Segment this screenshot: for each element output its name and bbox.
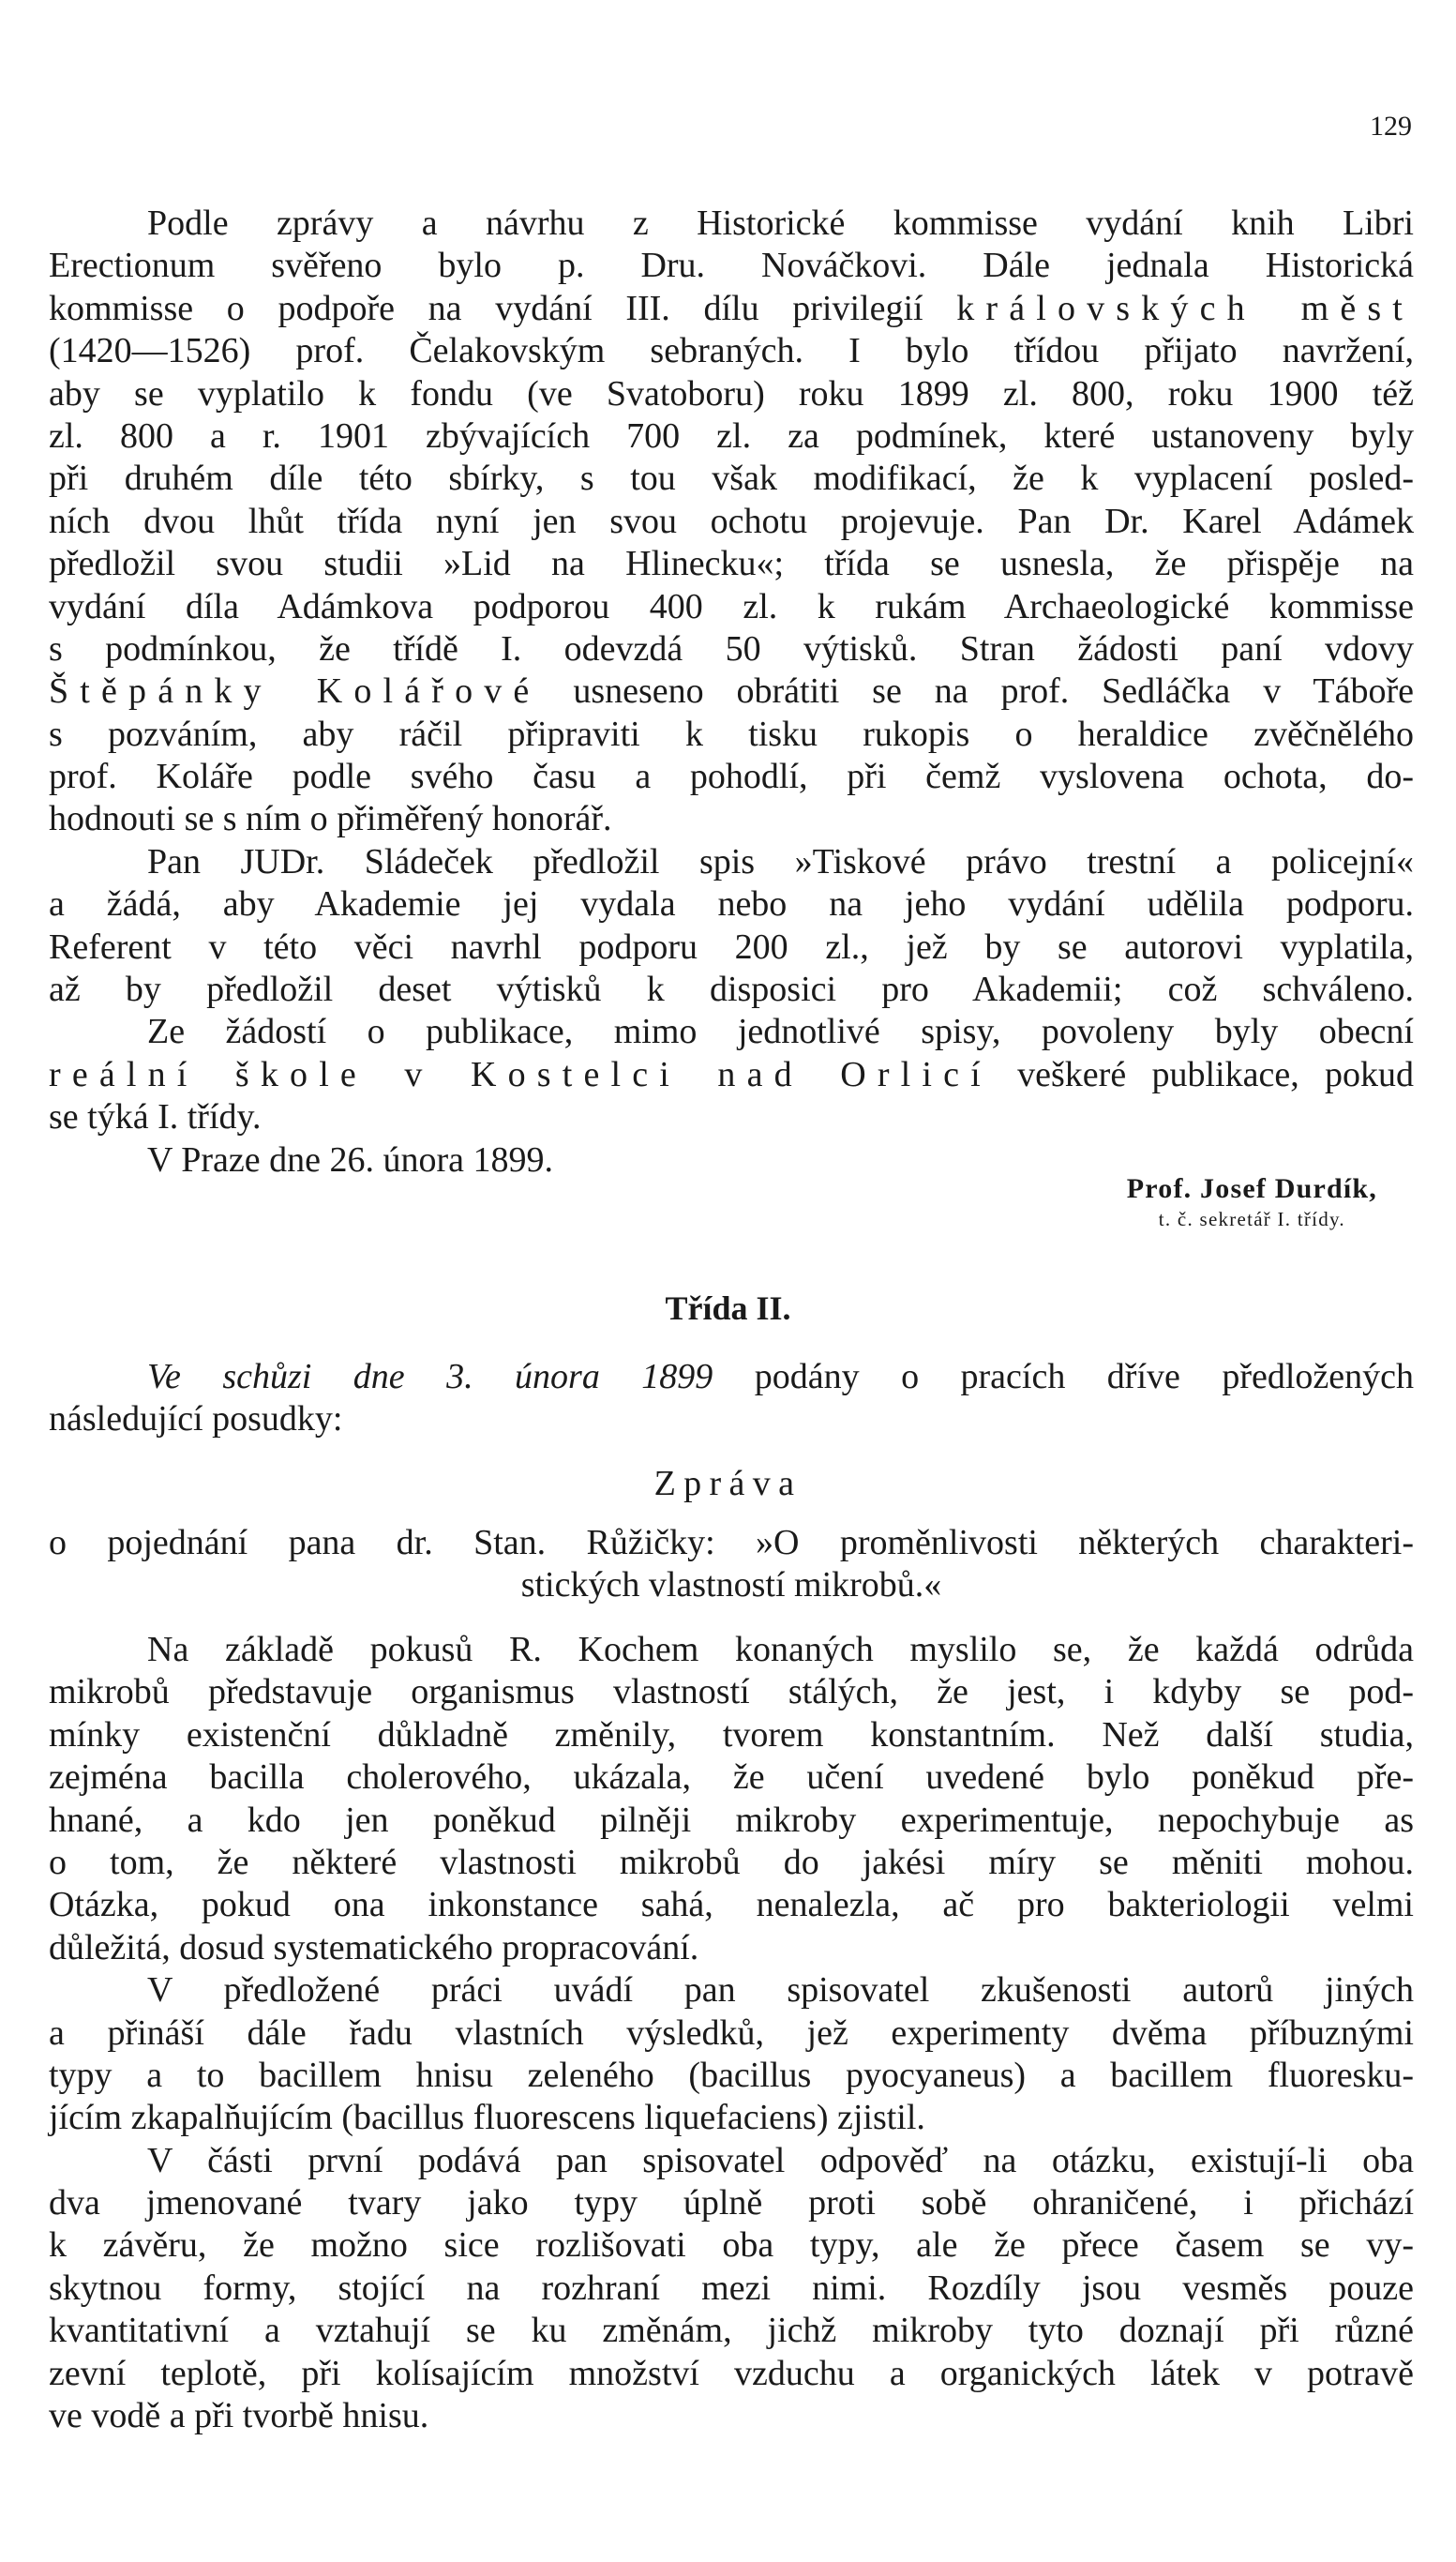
intro-italic: Ve schůzi dne 3. února 1899 (147, 1357, 713, 1396)
text-line (49, 1356, 1414, 1398)
text-line: předložil svou studii »Lid na Hlinecku«; třída se usnesla, že přispěje na (49, 544, 1414, 584)
spaced-text-kralovskych-mest: královských měst (956, 288, 1415, 328)
text-line: k závěru, že možno sice rozlišovati oba typy, ale že přece časem se vy- (49, 2225, 1414, 2266)
text-line: o tom, že některé vlastnosti mikrobů do jakési míry se měniti mohou. (49, 1842, 1414, 1882)
text-line: ních dvou lhůt třída nyní jen svou ochotu projevuje. Pan Dr. Karel Adámek (49, 501, 1414, 541)
text-line: stických vlastností mikrobů.« (520, 1565, 942, 1605)
text-line: prof. Koláře podle svého času a pohodlí, při čemž vyslovena ochota, do- (49, 757, 1414, 797)
text-line: hodnouti se s ním o přiměřený honorář. (49, 799, 612, 839)
text-line: typy a to bacillem hnisu zeleného (bacillus pyocyaneus) a bacillem fluoresku- (49, 2055, 1414, 2095)
page-number: 129 (1370, 111, 1412, 142)
text-line: a přináší dále řadu vlastních výsledků, jež experimenty dvěma příbuznými (49, 2012, 1414, 2053)
text-line: jícím zkapalňujícím (bacillus fluorescens liquefaciens) zjistil. (49, 2098, 925, 2138)
text-line: Ze žádostí o publikace, mimo jednotlivé spisy, povoleny byly obecní (147, 1012, 1414, 1052)
text-fragment: podány o pracích dříve předložených (754, 1357, 1414, 1396)
text-line (49, 1054, 1414, 1096)
section-heading: Třída II. (665, 1289, 791, 1327)
signature-name: Prof. Josef Durdík, (1126, 1173, 1377, 1204)
text-line: dva jmenované tvary jako typy úplně proti sobě ohraničené, i přichází (49, 2183, 1414, 2223)
text-line: skytnou formy, stojící na rozhraní mezi nimi. Rozdíly jsou vesměs pouze (49, 2268, 1414, 2308)
text-line: s pozváním, aby ráčil připraviti k tisku rukopis o heraldice zvěčnělého (49, 714, 1414, 754)
text-line: V předložené práci uvádí pan spisovatel zkušenosti autorů jiných (147, 1970, 1414, 2011)
text-line: při druhém díle této sbírky, s tou však modifikací, že k vyplacení posled- (49, 459, 1414, 499)
text-line: (1420—1526) prof. Čelakovským sebraných. I bylo třídou přijato navržení, (49, 331, 1414, 371)
text-line: ve vodě a při tvorbě hnisu. (49, 2396, 429, 2436)
report-body (49, 1629, 1414, 2437)
signature-block (1127, 1170, 1377, 1230)
text-fragment: veškeré publikace, pokud (1017, 1054, 1415, 1094)
signature-title: t. č. sekretář I. třídy. (1158, 1208, 1345, 1230)
text-line: Na základě pokusů R. Kochem konaných myslilo se, že každá odrůda (147, 1630, 1414, 1669)
text-line: s podmínkou, že třídě I. odevzdá 50 výtisků. Stran žádosti paní vdovy (49, 628, 1414, 669)
text-line: mikrobů představuje organismus vlastností stálých, že jest, i kdyby se pod- (49, 1672, 1414, 1712)
text-line: Erectionum svěřeno bylo p. Dru. Nováčkovi. Dále jednala Historická (49, 246, 1414, 286)
text-line: hnané, a kdo jen poněkud pilněji mikroby experimentuje, nepochybuje as (49, 1800, 1414, 1840)
text-line: V části první podává pan spisovatel odpověď na otázku, existují-li oba (147, 2140, 1414, 2180)
text-fragment: usneseno obrátiti se na prof. Sedláčka v Táboře (573, 671, 1414, 712)
section-2-intro (49, 1356, 1414, 1441)
text-line: důležitá, dosud systematického propracování. (49, 1927, 699, 1967)
text-line: zl. 800 a r. 1901 zbývajících 700 zl. za podmínek, které ustanoveny byly (49, 415, 1414, 456)
spaced-text-realni-skole: reální škole v Kostelci nad Orlicí (49, 1054, 992, 1094)
text-line: o pojednání pana dr. Stan. Růžičky: »O proměnlivosti některých charakteri- (49, 1523, 1414, 1562)
report-subject (49, 1522, 1414, 1607)
text-line (49, 288, 1414, 330)
text-line: kvantitativní a vztahují se ku změnám, jichž mikroby tyto doznají při různé (49, 2311, 1414, 2351)
text-line: zejména bacilla cholerového, ukázala, že učení uvedené bylo poněkud pře- (49, 1757, 1414, 1798)
text-line: následující posudky: (49, 1399, 343, 1439)
spaced-text-stepanky-kolarove: Štěpánky Kolářové (49, 671, 541, 712)
text-line: Pan JUDr. Sládeček předložil spis »Tiskové právo trestní a policejní« (147, 841, 1414, 882)
text-line: Referent v této věci navrhl podporu 200 zl., jež by se autorovi vyplatila, (49, 927, 1414, 967)
text-line: zevní teplotě, při kolísajícím množství vzduchu a organických látek v potravě (49, 2353, 1414, 2393)
text-line: aby se vyplatilo k fondu (ve Svatoboru) roku 1899 zl. 800, roku 1900 též (49, 373, 1414, 414)
section-1-text (49, 203, 1414, 1182)
text-fragment: kommisse o podpoře na vydání III. dílu privilegií (49, 288, 923, 328)
report-title: Zpráva (653, 1464, 803, 1503)
text-line: a žádá, aby Akademie jej vydala nebo na jeho vydání udělila podporu. (49, 884, 1414, 925)
text-line: se týká I. třídy. (49, 1097, 262, 1138)
date-line: V Praze dne 26. února 1899. (147, 1139, 554, 1180)
text-line: mínky existenční důkladně změnily, tvorem konstantním. Než další studia, (49, 1714, 1414, 1755)
text-line: vydání díla Adámkova podporou 400 zl. k rukám Archaeologické kommisse (49, 586, 1414, 626)
text-line: až by předložil deset výtisků k disposici pro Akademii; což schváleno. (49, 970, 1414, 1010)
text-line: Podle zprávy a návrhu z Historické kommisse vydání knih Libri (147, 203, 1414, 243)
text-line (49, 671, 1414, 713)
text-line: Otázka, pokud ona inkonstance sahá, nenalezla, ač pro bakteriologii velmi (49, 1885, 1414, 1925)
